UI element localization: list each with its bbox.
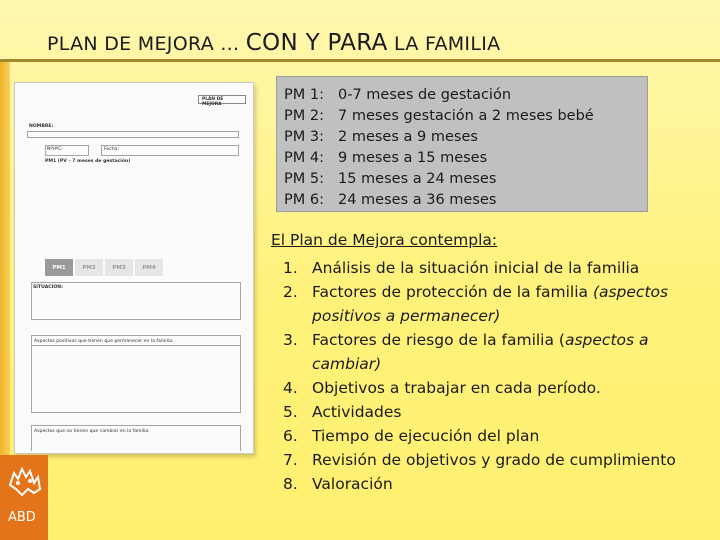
pm-row [284,84,647,105]
pm-row [284,105,647,126]
plan-items-list [283,256,717,496]
list-item [283,256,717,280]
pm-text: 0-7 meses de gestación [338,86,512,103]
pm-row [284,147,647,168]
pm-code: PM 4: [284,149,324,166]
form-tab-pm4: PM4 [135,259,163,276]
list-item-text: Objetivos a trabajar en cada período. [312,379,601,397]
form-aspectos-cambiar-box [31,425,241,451]
pm-code: PM 6: [284,191,324,208]
form-aspectos-cambiar-label: Aspectos que no tienen que cambiar en la familia: [34,429,150,434]
pm-text: 7 meses gestación a 2 meses bebé [338,107,594,124]
pm-text: 2 meses a 9 meses [338,128,478,145]
list-item-number: 2. [283,283,298,301]
list-item-text: Revisión de objetivos y grado de cumplimiento [312,451,676,469]
form-nombre-field [27,131,239,138]
pm-row [284,189,647,210]
pm-text: 9 meses a 15 meses [338,149,488,166]
form-situacion-label: SITUACION: [33,285,63,290]
pm-row [284,168,647,189]
pm-code: PM 1: [284,86,324,103]
list-item-number: 5. [283,403,298,421]
list-item-number: 4. [283,379,298,397]
form-tab-pm3: PM3 [105,259,133,276]
list-item-text: Valoración [312,475,393,493]
list-item-extra: (aspectos positivos a permanecer) [312,283,669,325]
plan-heading: El Plan de Mejora contempla: [271,231,498,249]
list-item [283,328,717,376]
pm-periods-box [276,76,648,212]
list-item-extra: aspectos a cambiar) [312,331,649,373]
pm-code: PM 2: [284,107,324,124]
list-item-number: 6. [283,427,298,445]
form-situacion-box [31,282,241,320]
slide-title-part3: LA FAMILIA [387,33,501,55]
form-thumbnail [14,82,254,454]
pm-code: PM 3: [284,128,324,145]
abd-logo-text: ABD [8,510,36,525]
form-aspectos-positivos-label: Aspectos positivos que tienen que permanecer en la familia: [34,339,174,344]
pm-text: 24 meses a 36 meses [338,191,497,208]
form-nombre-label: NOMBRE: [29,124,54,129]
form-tab-pm2: PM2 [75,259,103,276]
list-item [283,400,717,424]
list-item-text: Actividades [312,403,402,421]
form-nhc-label: NºHºC: [47,147,63,152]
form-tabs [45,259,163,276]
form-header: PLAN DE MEJORA [198,95,246,104]
list-item-number: 1. [283,259,298,277]
form-fecha-field [101,145,239,156]
list-item-number: 3. [283,331,298,349]
list-item-text: Tiempo de ejecución del plan [312,427,540,445]
slide-title-part2: CON Y PARA [245,30,388,56]
abd-logo-icon [0,455,48,505]
list-item-text: Factores de riesgo de la familia ( [312,331,565,349]
pm-row [284,126,647,147]
form-fecha-label: Fecha: [104,147,120,152]
list-item [283,376,717,400]
pm-text: 15 meses a 24 meses [338,170,497,187]
form-pm1-title: PM1 (PV – 7 meses de gestación) [45,159,131,164]
list-item-text: Factores de protección de la familia [312,283,593,301]
list-item [283,448,717,472]
list-item-number: 7. [283,451,298,469]
list-item [283,424,717,448]
abd-logo [0,455,48,540]
pm-code: PM 5: [284,170,324,187]
list-item [283,472,717,496]
form-tab-pm1: PM1 [45,259,73,276]
list-item [283,280,717,328]
title-underline [0,59,720,62]
slide-title [47,30,500,56]
slide-title-part1: PLAN DE MEJORA ... [47,33,246,55]
list-item-text: Análisis de la situación inicial de la familia [312,259,640,277]
list-item-number: 8. [283,475,298,493]
